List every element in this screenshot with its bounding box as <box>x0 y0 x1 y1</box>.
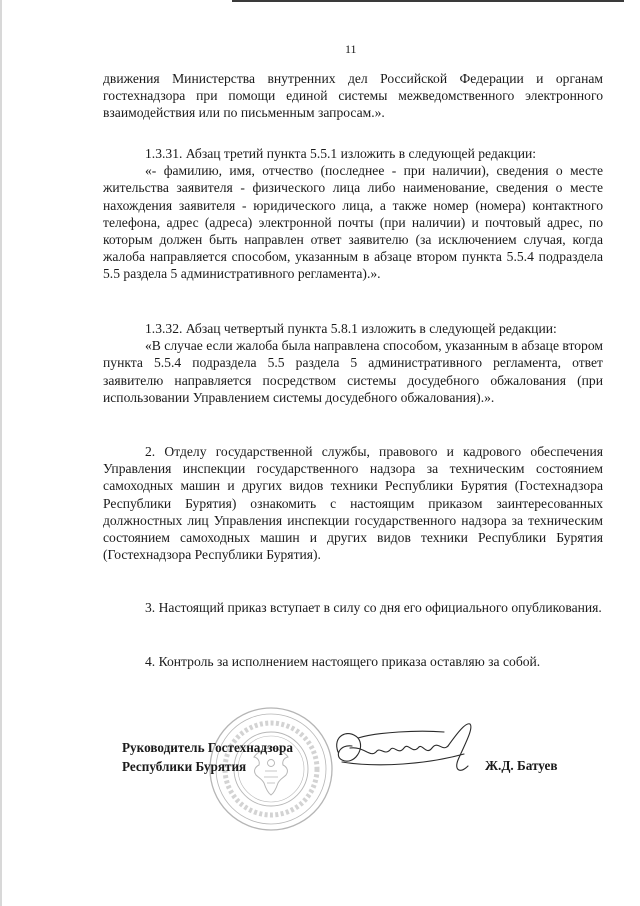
paragraph-continuation <box>103 70 603 122</box>
signer-position-line: Руководитель Гостехнадзора <box>122 740 293 755</box>
signer-position-line: Республики Бурятия <box>122 759 247 774</box>
handwritten-signature-icon <box>318 718 488 784</box>
paragraph-heading: 1.3.31. Абзац третий пункта 5.5.1 изложить в следующей редакции: <box>145 146 537 161</box>
paragraph: «В случае если жалоба была направлена способом, указанным в абзаце втором пункта 5.5.4 подраздела 5.5 раздела 5 административного регламента, ответ заявителю направляется посредством системы досудебного обжалования (при использовании Управлением системы досудебного обжалования).». <box>103 338 603 405</box>
paragraph-heading: 1.3.32. Абзац четвертый пункта 5.8.1 изложить в следующей редакции: <box>145 321 557 336</box>
paragraph: «- фамилию, имя, отчество (последнее - при наличии), сведения о месте жительства заявителя - физического лица либо наименование, сведения о месте нахождения заявителя - юридического лица, а также номер (номера) контактного телефона, адрес (адреса) электронной почты (при наличии) и почтовый адрес, по которым должен быть направлен ответ заявителю (за исключением случая, когда жалоба направляется способом, указанным в абзаце втором пункта 5.5.4 подраздела 5.5 раздела 5 административного регламента).». <box>103 163 603 282</box>
paragraph: 4. Контроль за исполнением настоящего приказа оставляю за собой. <box>145 654 541 669</box>
signer-name: Ж.Д. Батуев <box>485 758 558 773</box>
clause-4 <box>103 653 603 670</box>
signature-position <box>122 738 293 776</box>
page-number: 11 <box>345 42 357 56</box>
clause-3 <box>103 599 603 616</box>
scan-border-left <box>0 0 2 906</box>
clause-1-3-32 <box>103 320 603 406</box>
paragraph: 3. Настоящий приказ вступает в силу со дня его официального опубликования. <box>145 600 602 615</box>
scan-border-top <box>232 0 624 2</box>
paragraph: 2. Отделу государственной службы, правового и кадрового обеспечения Управления инспекции государственного надзора за техническим состоянием самоходных машин и других видов техники Республики Бурятия (Гостехнадзора Республики Бурятия) ознакомить с настоящим приказом заинтересованных должностных лиц Управления инспекции государственного надзора за техническим состоянием самоходных машин и других видов техники Республики Бурятия (Гостехнадзора Республики Бурятия). <box>103 444 603 563</box>
clause-2 <box>103 443 603 563</box>
clause-1-3-31 <box>103 145 603 283</box>
paragraph: движения Министерства внутренних дел Российской Федерации и органам гостехнадзора при помощи единой системы межведомственного электронного взаимодействия или по письменным запросам.». <box>103 71 603 121</box>
